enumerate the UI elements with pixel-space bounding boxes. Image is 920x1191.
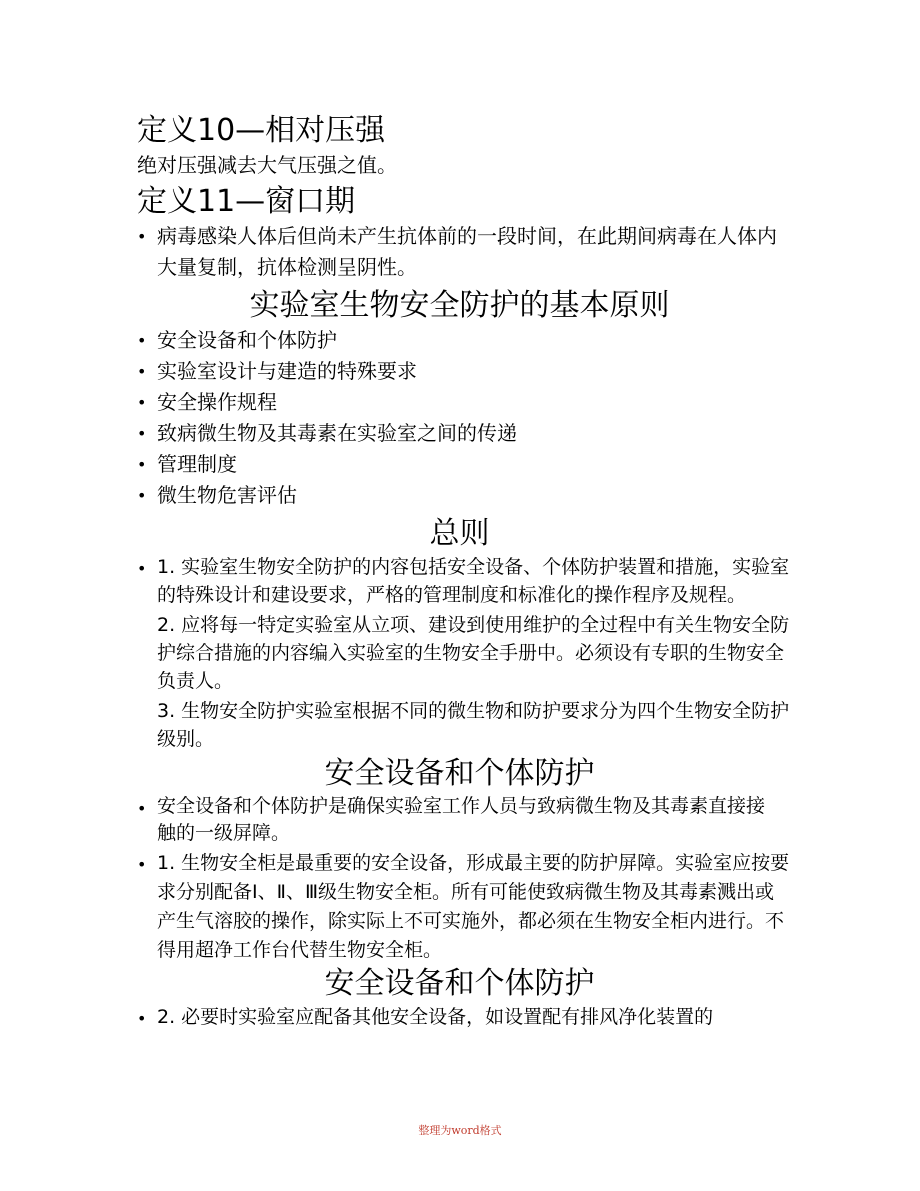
equipment-title-1: 安全设备和个体防护 (324, 756, 595, 791)
equipment-bullet-3: 2. 必要时实验室应配备其他安全设备，如设置配有排风净化装置的 (157, 1006, 714, 1028)
general-item-3: 3. 生物安全防护实验室根据不同的微生物和防护要求分为四个生物安全防护级别。 (157, 700, 790, 750)
document-content (137, 112, 792, 1031)
bullet-icon: • (137, 331, 147, 350)
bullet-icon: • (137, 227, 147, 246)
principle-item: 致病微生物及其毒素在实验室之间的传递 (157, 421, 517, 445)
general-title: 总则 (429, 516, 490, 551)
general-item-1: 1. 实验室生物安全防护的内容包括安全设备、个体防护装置和措施，实验室的特殊设计和建设要求，严格的管理制度和标准化的操作程序及规程。 (157, 556, 790, 606)
definition-11-title: 定义11—窗口期 (137, 184, 356, 219)
bullet-icon: • (137, 424, 147, 443)
list-item (137, 480, 792, 511)
bullet-icon: • (137, 1009, 147, 1028)
equipment-list-1 (137, 793, 792, 965)
bullet-icon: • (137, 393, 147, 412)
definition-10-text: 绝对压强减去大气压强之值。 (137, 153, 397, 177)
list-item (137, 387, 792, 418)
bullet-icon: • (137, 855, 147, 874)
principle-item: 安全操作规程 (157, 390, 277, 414)
bullet-icon: • (137, 799, 147, 818)
principle-item: 实验室设计与建造的特殊要求 (157, 359, 417, 383)
list-item (137, 1003, 792, 1031)
bullet-icon: • (137, 455, 147, 474)
bullet-icon: • (137, 486, 147, 505)
definition-11-text: 病毒感染人体后但尚未产生抗体前的一段时间，在此期间病毒在人体内大量复制，抗体检测呈阴性。 (157, 224, 777, 279)
definition-11-list (137, 221, 792, 283)
bullet-icon: • (137, 559, 147, 578)
list-item (137, 221, 792, 283)
bullet-icon: • (137, 362, 147, 381)
equipment-title-2: 安全设备和个体防护 (324, 966, 595, 1001)
principles-title: 实验室生物安全防护的基本原则 (249, 288, 670, 323)
list-item (137, 449, 792, 480)
list-item (137, 325, 792, 356)
list-item (137, 418, 792, 449)
equipment-list-2 (137, 1003, 792, 1031)
principle-item: 微生物危害评估 (157, 483, 297, 507)
list-item (137, 553, 792, 609)
general-list (137, 553, 792, 609)
principle-item: 安全设备和个体防护 (157, 328, 337, 352)
list-item (137, 356, 792, 387)
definition-10-title: 定义10—相对压强 (137, 113, 386, 148)
equipment-bullet-2: 1. 生物安全柜是最重要的安全设备，形成最主要的防护屏障。实验室应按要求分别配备Ⅰ、Ⅱ、Ⅲ级生物安全柜。所有可能使致病微生物及其毒素溅出或产生气溶胶的操作，除实际上不可实施外，都必须在生物安全柜内进行。不得用超净工作台代替生物安全柜。 (157, 852, 790, 961)
list-item (137, 849, 792, 965)
equipment-bullet-1: 安全设备和个体防护是确保实验室工作人员与致病微生物及其毒素直接接触的一级屏障。 (157, 795, 766, 844)
list-item (137, 793, 792, 847)
footer-watermark: 整理为word格式 (418, 1124, 502, 1137)
general-item-2: 2. 应将每一特定实验室从立项、建设到使用维护的全过程中有关生物安全防护综合措施的内容编入实验室的生物安全手册中。必须设有专职的生物安全负责人。 (157, 614, 790, 692)
principle-item: 管理制度 (157, 452, 237, 476)
principles-list (137, 325, 792, 511)
